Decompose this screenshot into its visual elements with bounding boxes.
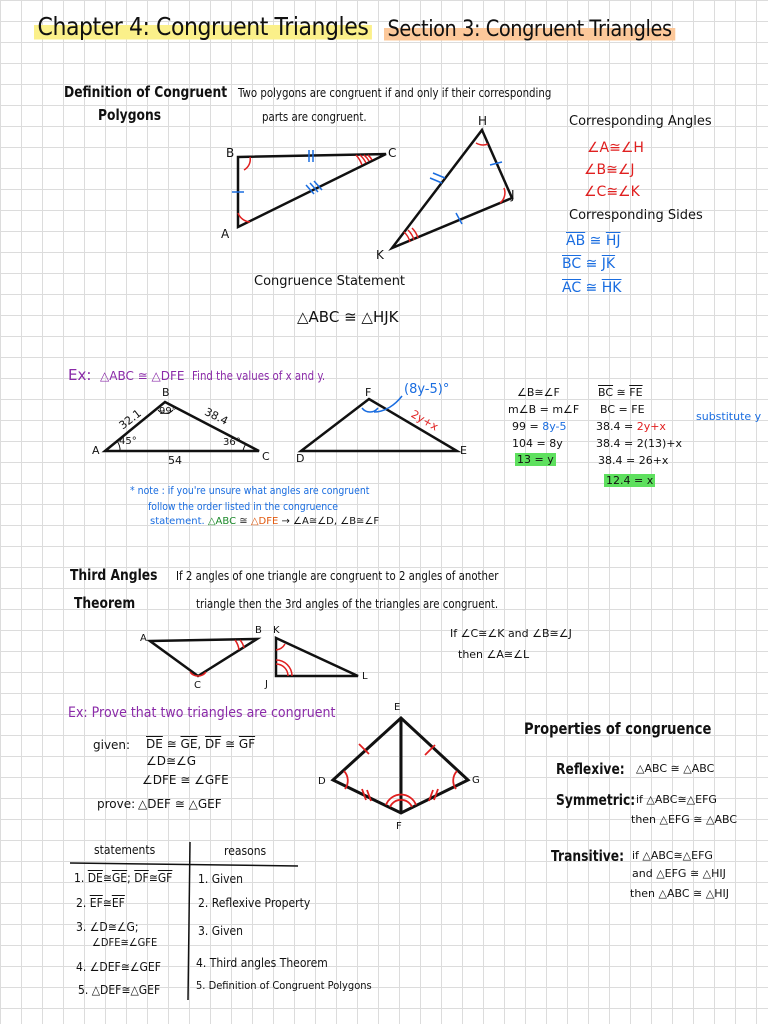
- work-y-5: 13 = y: [517, 453, 554, 466]
- def-label-k: K: [376, 248, 384, 262]
- prove-label: prove:: [97, 797, 136, 811]
- proof-statement-5: 5. △DEF≅△GEF: [78, 983, 161, 997]
- third-label-c: C: [194, 680, 201, 691]
- triangle-hjk-marks: [404, 143, 505, 242]
- proof-statement-1: 1. $\overline{DE}≅\overline{GE}$; $\overline{DF}≅\overline{GF}$: [74, 871, 173, 885]
- corresponding-angles-title: Corresponding Angles: [569, 114, 712, 129]
- proof-reason-1: 1. Given: [198, 872, 243, 886]
- triangle-hjk-definition: [392, 130, 512, 248]
- work-x-2: 38.4 = 2y+x: [596, 420, 666, 433]
- work-x-1: BC = FE: [600, 403, 645, 416]
- transitive-line-2: and △EFG ≅ △HIJ: [632, 867, 726, 880]
- work-x-4: 38.4 = 26+x: [598, 454, 669, 467]
- proof-statement-3: 3. ∠D≅∠G;: [76, 920, 139, 934]
- definition-text-2: parts are congruent.: [262, 110, 367, 124]
- definition-heading-1: Definition of Congruent: [64, 83, 228, 101]
- ex1-angle-b: 99°: [159, 406, 177, 417]
- ex1-prompt: Find the values of x and y.: [192, 369, 326, 383]
- given-line-1: $\overline{DE}$ ≅ $\overline{GE}$, $\overline{DF}$ ≅ $\overline{GF}$: [146, 737, 256, 751]
- corr-angle-3: ∠C≅∠K: [584, 184, 640, 200]
- third-label-j: J: [265, 679, 268, 690]
- definition-text-1: Two polygons are congruent if and only if their corresponding: [238, 86, 552, 100]
- ex1-label-b: B: [162, 386, 170, 399]
- ex1-label-e: E: [460, 444, 467, 457]
- corr-side-2: $\overline{BC}$ ≅ $\overline{JK}$: [562, 256, 616, 272]
- definition-heading-2: Polygons: [98, 106, 162, 124]
- transitive-label: Transitive:: [551, 847, 625, 865]
- work-x-3: 38.4 = 2(13)+x: [596, 437, 683, 450]
- triangle-abc-marks: [238, 155, 372, 222]
- third-angles-heading-2: Theorem: [74, 594, 136, 612]
- symmetric-line-1: if △ABC≅△EFG: [636, 793, 717, 806]
- ex1-side-fe: 2y+x: [408, 407, 441, 434]
- kite-defg: [333, 718, 468, 813]
- third-triangle-kjl-marks: [276, 644, 292, 676]
- corr-side-1: $\overline{AB}$ ≅ $\overline{HJ}$: [566, 233, 621, 249]
- given-line-2: ∠D≅∠G: [146, 754, 197, 768]
- work-y-4: 104 = 8y: [512, 437, 563, 450]
- ex1-side-ab: 32.1: [116, 406, 144, 433]
- def-label-a: A: [221, 227, 230, 241]
- ex1-angle-a: 45°: [119, 436, 137, 447]
- third-label-b: B: [255, 625, 262, 636]
- corresponding-sides-title: Corresponding Sides: [569, 208, 703, 223]
- ex1-angle-c: 36°: [223, 437, 241, 448]
- def-label-h: H: [478, 114, 488, 128]
- reflexive-label: Reflexive:: [556, 760, 625, 778]
- triangle-hjk-ticks: [430, 162, 502, 224]
- kite-label-e: E: [394, 702, 401, 713]
- work-y-2: m∠B = m∠F: [508, 403, 580, 416]
- given-label: given:: [93, 738, 131, 752]
- proof-reason-4: 4. Third angles Theorem: [196, 956, 328, 970]
- proof-header-reasons: reasons: [224, 844, 267, 858]
- ex1-label-f: F: [365, 386, 372, 399]
- proof-statement-3b: ∠DFE≅∠GFE: [92, 936, 158, 949]
- ex1-label-a: A: [92, 444, 100, 457]
- def-label-j: J: [511, 188, 515, 202]
- ex1-note-1: * note : if you're unsure what angles are congruent: [130, 484, 370, 497]
- symmetric-label: Symmetric:: [556, 791, 636, 809]
- proof-header-statements: statements: [94, 843, 156, 857]
- proof-reason-5: 5. Definition of Congruent Polygons: [196, 979, 372, 992]
- congruence-statement: △ABC ≅ △HJK: [297, 308, 399, 326]
- proof-reason-3: 3. Given: [198, 924, 243, 938]
- chapter-title: Chapter 4: Congruent Triangles: [34, 12, 372, 41]
- transitive-line-1: if △ABC≅△EFG: [632, 849, 713, 862]
- substitute-note: substitute y: [696, 410, 762, 423]
- third-label-a: A: [140, 633, 147, 644]
- third-condition-2: then ∠A≅∠L: [458, 648, 530, 661]
- ex1-label: Ex:: [68, 366, 92, 384]
- work-x-5: 12.4 = x: [606, 474, 654, 487]
- given-line-3: ∠DFE ≅ ∠GFE: [142, 773, 229, 787]
- def-label-c: C: [388, 146, 397, 160]
- transitive-line-3: then △ABC ≅ △HIJ: [630, 887, 729, 900]
- ex1-note-2: follow the order listed in the congruence: [148, 500, 339, 513]
- kite-label-g: G: [472, 775, 480, 786]
- work-y-1: ∠B≅∠F: [517, 386, 560, 399]
- third-triangle-abc-marks: [190, 640, 244, 676]
- ex2-title: Ex: Prove that two triangles are congruent: [68, 705, 336, 721]
- kite-label-f: F: [396, 821, 402, 832]
- third-triangle-abc: [150, 639, 257, 676]
- prove-statement: △DEF ≅ △GEF: [138, 797, 222, 811]
- congruence-statement-label: Congruence Statement: [254, 274, 406, 289]
- work-y-3: 99 = 8y-5: [512, 420, 567, 433]
- triangle-abc-definition: [238, 154, 386, 227]
- third-label-l: L: [362, 671, 368, 682]
- ex1-note-3: statement. △ABC ≅ △DFE → ∠A≅∠D, ∠B≅∠F: [150, 516, 380, 527]
- corr-side-3: $\overline{AC}$ ≅ $\overline{HK}$: [562, 280, 622, 296]
- kite-label-d: D: [318, 776, 326, 787]
- third-condition-1: If ∠C≅∠K and ∠B≅∠J: [450, 627, 572, 640]
- ex1-statement: △ABC ≅ △DFE: [100, 369, 185, 383]
- work-x-header: $\overline{BC}$ ≅ $\overline{FE}$: [598, 386, 643, 399]
- proof-statement-4: 4. ∠DEF≅∠GEF: [76, 960, 161, 974]
- ex1-label-c: C: [262, 450, 270, 463]
- symmetric-line-2: then △EFG ≅ △ABC: [631, 813, 738, 826]
- properties-title: Properties of congruence: [524, 719, 712, 738]
- ex1-side-ac: 54: [168, 454, 182, 467]
- proof-reason-2: 2. Reflexive Property: [198, 896, 311, 910]
- proof-statement-2: 2. $\overline{EF}≅\overline{EF}$: [76, 896, 125, 910]
- ex1-label-d: D: [296, 452, 305, 465]
- reflexive-statement: △ABC ≅ △ABC: [636, 762, 715, 775]
- corr-angle-2: ∠B≅∠J: [584, 162, 635, 178]
- corr-angle-1: ∠A≅∠H: [587, 140, 644, 156]
- third-label-k: K: [273, 625, 280, 636]
- ex1-angle-f: (8y-5)°: [404, 382, 450, 397]
- section-title: Section 3: Congruent Triangles: [384, 17, 675, 42]
- def-label-b: B: [226, 146, 235, 160]
- third-angles-heading-1: Third Angles: [70, 566, 158, 584]
- ex1-side-bc: 38.4: [202, 405, 231, 428]
- third-angles-text-1: If 2 angles of one triangle are congruent to 2 angles of another: [176, 569, 499, 583]
- third-angles-text-2: triangle then the 3rd angles of the triangles are congruent.: [196, 597, 499, 611]
- third-triangle-kjl: [276, 638, 358, 676]
